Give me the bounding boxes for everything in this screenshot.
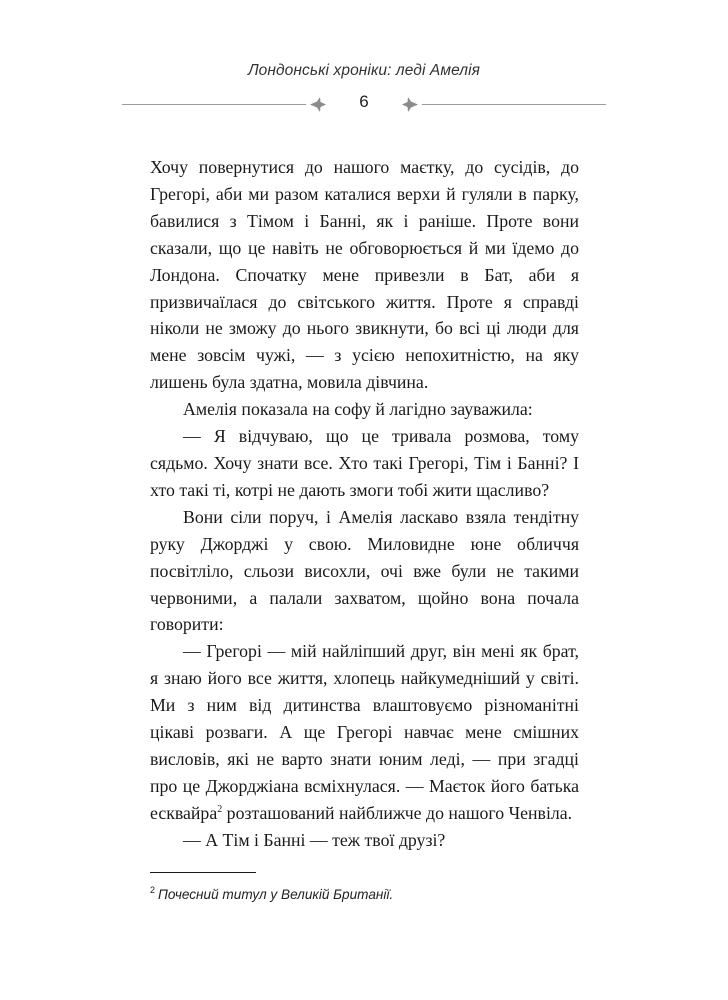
paragraph: Вони сіли поруч, і Амелія ласкаво взяла тендітну руку Джорджі у свою. Миловидне юне обличчя посвітліло, сльози висохли, очі вже були не такими червоними, а палали захватом, щойно вона почала говорити: — [150, 506, 579, 635]
header-rule-right — [422, 104, 606, 105]
footnote-rule — [150, 872, 256, 873]
footnote-marker: 2 — [150, 885, 156, 896]
body-text — [150, 154, 579, 854]
paragraph-text-continued: розташований найближче до нашого Ченвіла. — [226, 802, 573, 823]
page-number: 6 — [359, 92, 369, 111]
footnote-reference: 2 — [217, 803, 223, 815]
paragraph: — Я відчуваю, що це тривала розмова, тому сядьмо. Хочу знати все. Хто такі Грегорі, Тім і Банні? І хто такі ті, котрі не дають змоги тобі жити щасливо? — [150, 426, 579, 500]
paragraph: — А Тім і Банні — теж твої друзі? — [183, 829, 446, 850]
footnote — [150, 887, 579, 902]
paragraph: Амелія показала на софу й лагідно зауважила: — [183, 399, 533, 420]
ornament-right-icon — [400, 96, 420, 113]
running-head-title: Лондонські хроніки: леді Амелія — [247, 62, 481, 79]
paragraph — [150, 638, 579, 826]
paragraph: Хочу повернутися до нашого маєтку, до сусідів, до Грегорі, аби ми разом каталися верхи й гуляли в парку, бавилися з Тімом і Банні, як і раніше. Проте вони сказали, що це навіть не обговорюється й ми їдемо до Лондона. Спочатку мене привезли в Бат, аби я призвичаїлася до світського життя. Проте я справді ніколи не зможу до нього звикнути, бо всі ці люди для мене зовсім чужі, — з усією непохитністю, на яку лишень була здатна, мовила дівчина. — [150, 157, 579, 393]
folio-row — [122, 92, 606, 118]
paragraph-text: — Грегорі — мій найліпший друг, він мені як брат, я знаю його все життя, хлопець найкумедніший у світі. Ми з ним від дитинства влаштовуємо різноманітні цікаві розваги. А ще Грегорі навчає мене смішних висловів, які не варто знати юним леді, — при згадці про це Джорджіана всміхнулася. — Маєток його батька есквайра — [150, 641, 579, 823]
footnote-text: Почесний титул у Великій Британії. — [158, 887, 394, 902]
